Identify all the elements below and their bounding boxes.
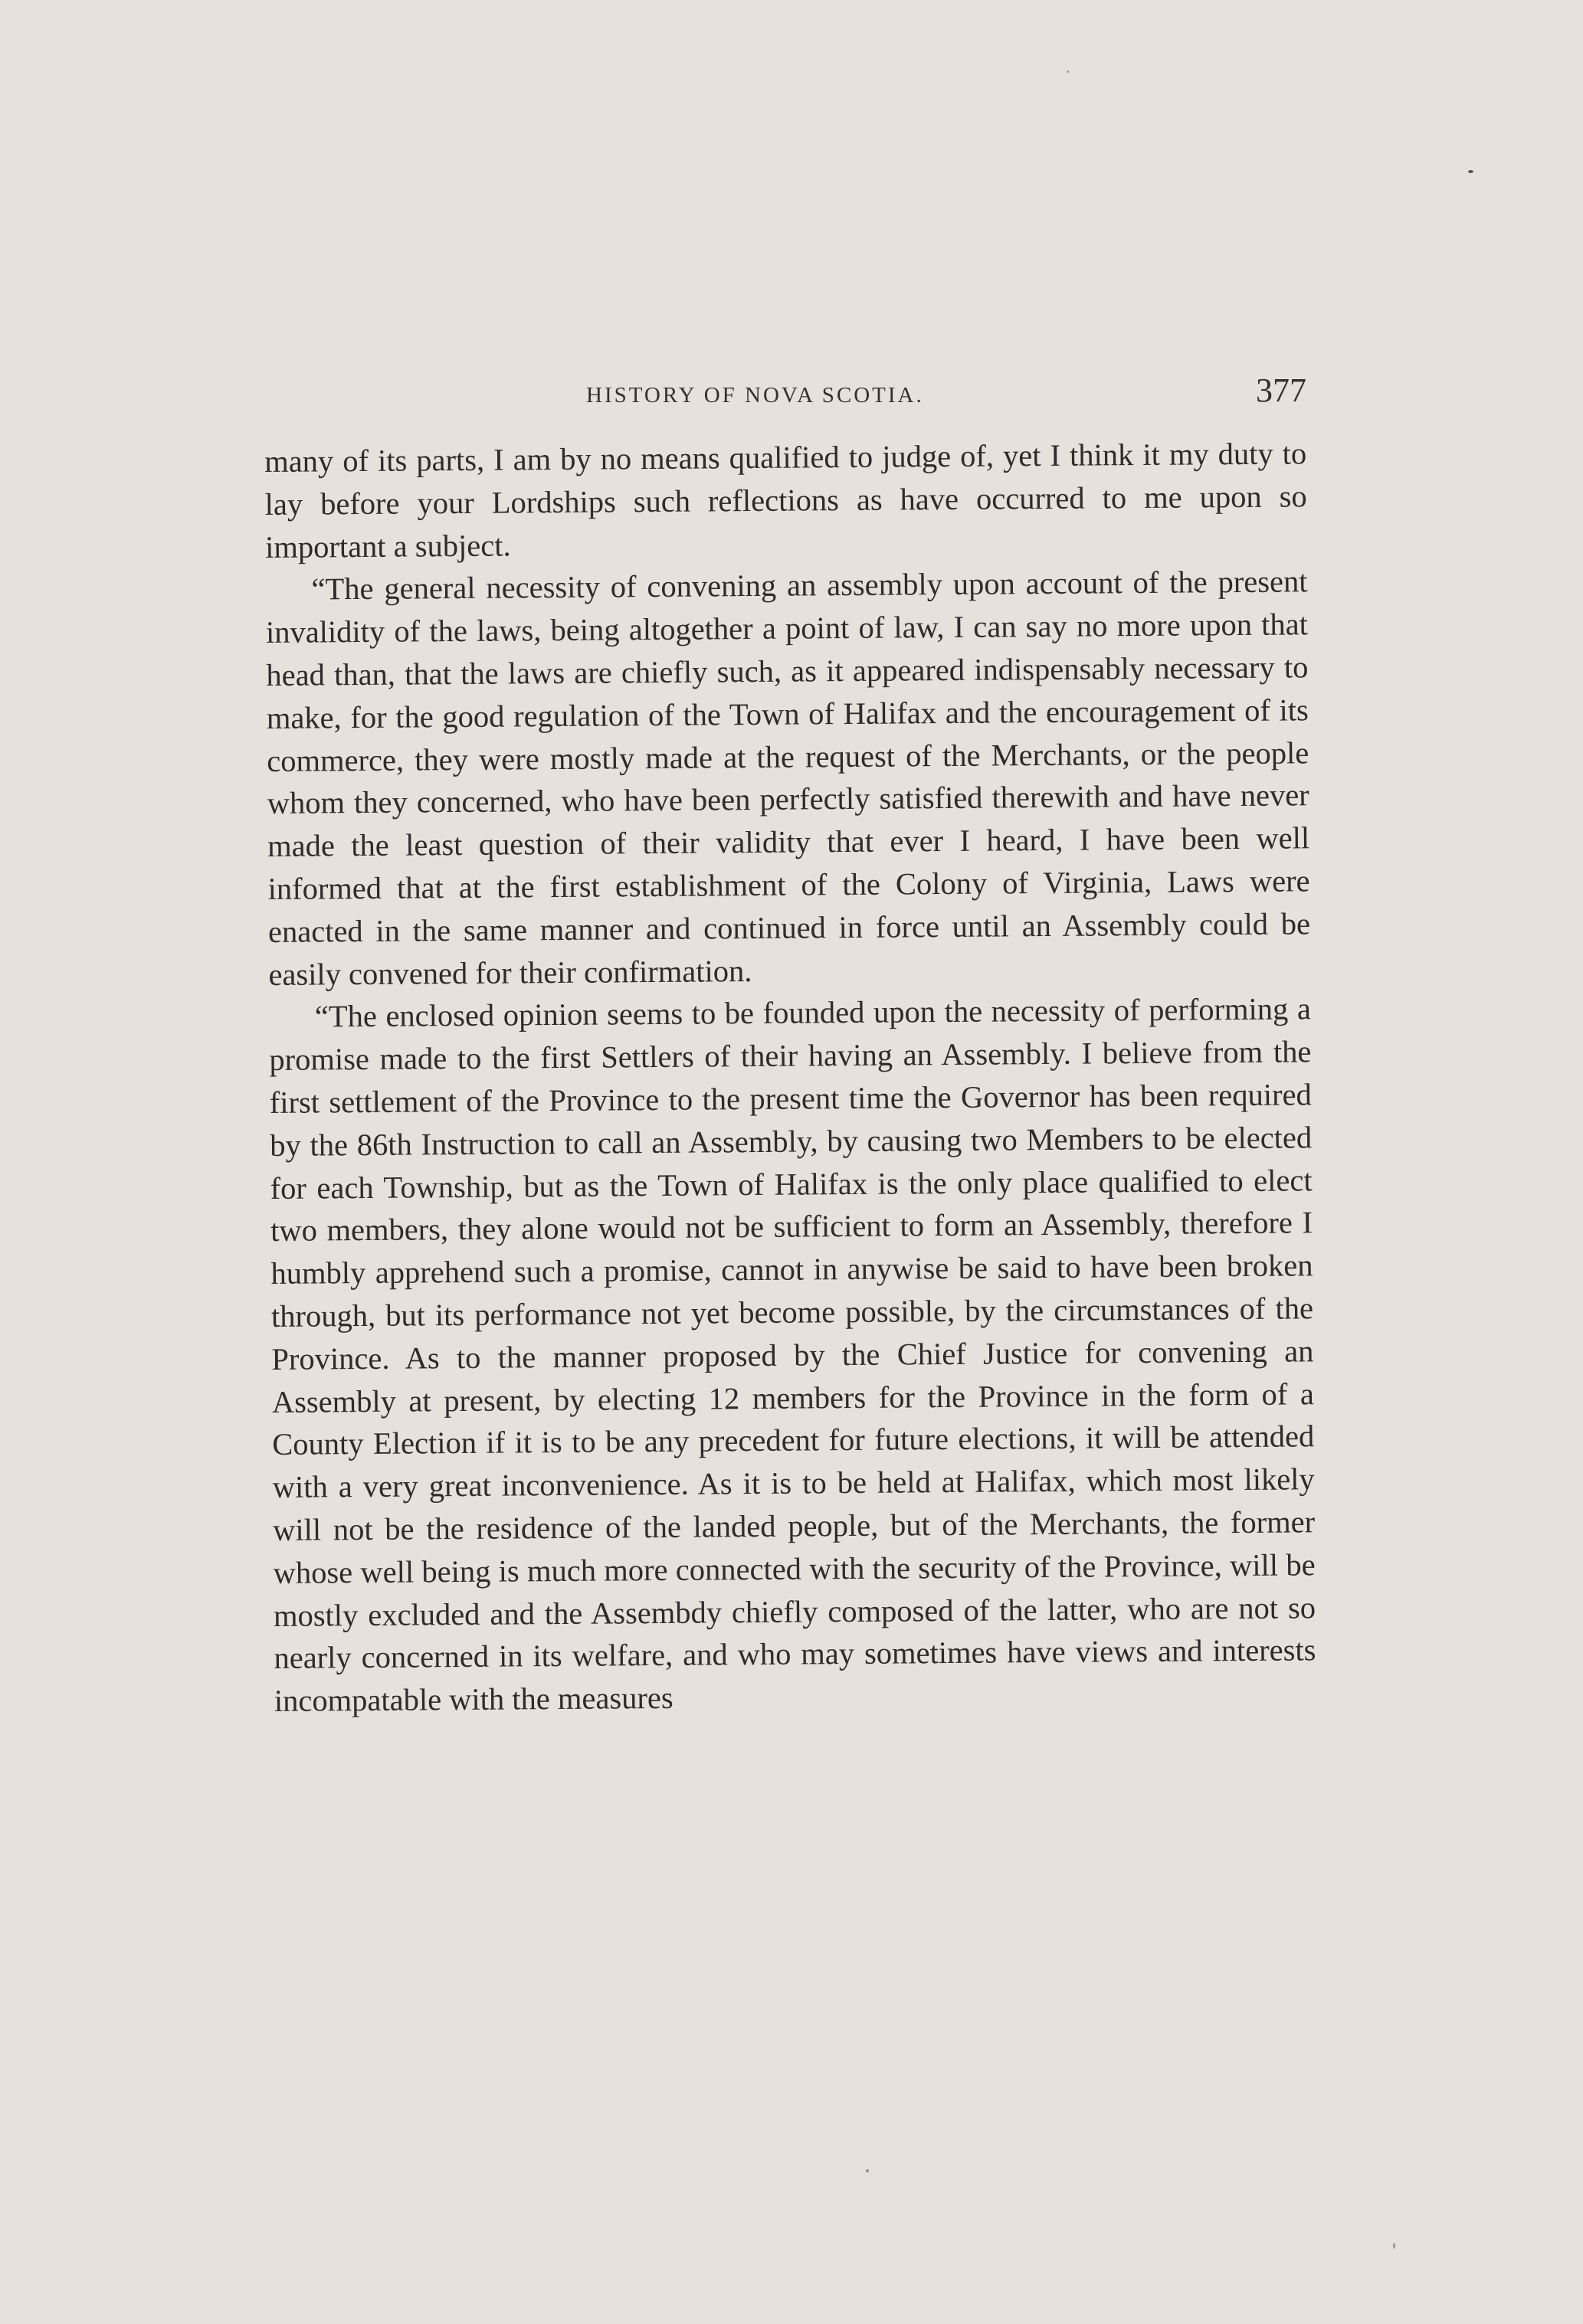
paragraph-laws-validity: “The general necessity of convening an assembly upon account of the present invalidity of the laws, being altogether a point of law, I can say no more upon that head than, that the laws are chiefly such, as it appeared indispensably necessary to make, for the good regulation of the Town of Halifax and the encouragement of its commerce, they were mostly made at the request of the Merchants, or the people whom they concerned, who have been perfectly satisfied therewith and have never made the least question of their validity that ever I heard, I have been well informed that at the first establishment of the Colony of Virginia, Laws were enacted in the same manner and continued in force until an Assembly could be easily convened for their confirmation. xyxy=(265,564,1311,992)
paper-speck xyxy=(1067,70,1069,73)
paper-speck xyxy=(1393,2243,1395,2249)
paragraph-assembly-promise: “The enclosed opinion seems to be founded upon the necessity of performing a promise made to the first Settlers of their having an Assembly. I believe from the first settlement of the Province to the present time the Governor has been required by the 86th Instruction to call an Assembly, by causing two Members to be elected for each Township, but as the Town of Halifax is the only place qualified to elect two members, they alone would not be sufficient to form an Assembly, therefore I humbly apprehend such a promise, cannot in anywise be said to have been broken through, but its performance not yet become possible, by the circumstances of the Province. As to the manner proposed by the Chief Justice for convening an Assembly at present, by electing 12 members for the Province in the form of a County Election if it is to be any precedent for future elections, it will be attended with a very great inconvenience. As it is to be held at Halifax, which most likely will not be the residence of the landed people, but of the Merchants, the former whose well being is much more connected with the security of the Province, will be mostly excluded and the Assembdy chiefly composed of the latter, who are not so nearly concerned in its welfare, and who may sometimes have views and interests incompatable with the measures xyxy=(269,991,1316,1719)
page-number: 377 xyxy=(1256,372,1306,409)
paper-speck xyxy=(866,2169,869,2172)
running-header xyxy=(264,360,1306,421)
paper-speck xyxy=(1468,170,1473,173)
running-title: HISTORY OF NOVA SCOTIA. xyxy=(586,383,924,408)
paragraph-continuation: many of its parts, I am by no means qualified to judge of, yet I think it my duty to lay before your Lordships such reflections as have occurred to me upon so important a subject. xyxy=(264,436,1307,565)
body-text xyxy=(264,432,1316,1723)
